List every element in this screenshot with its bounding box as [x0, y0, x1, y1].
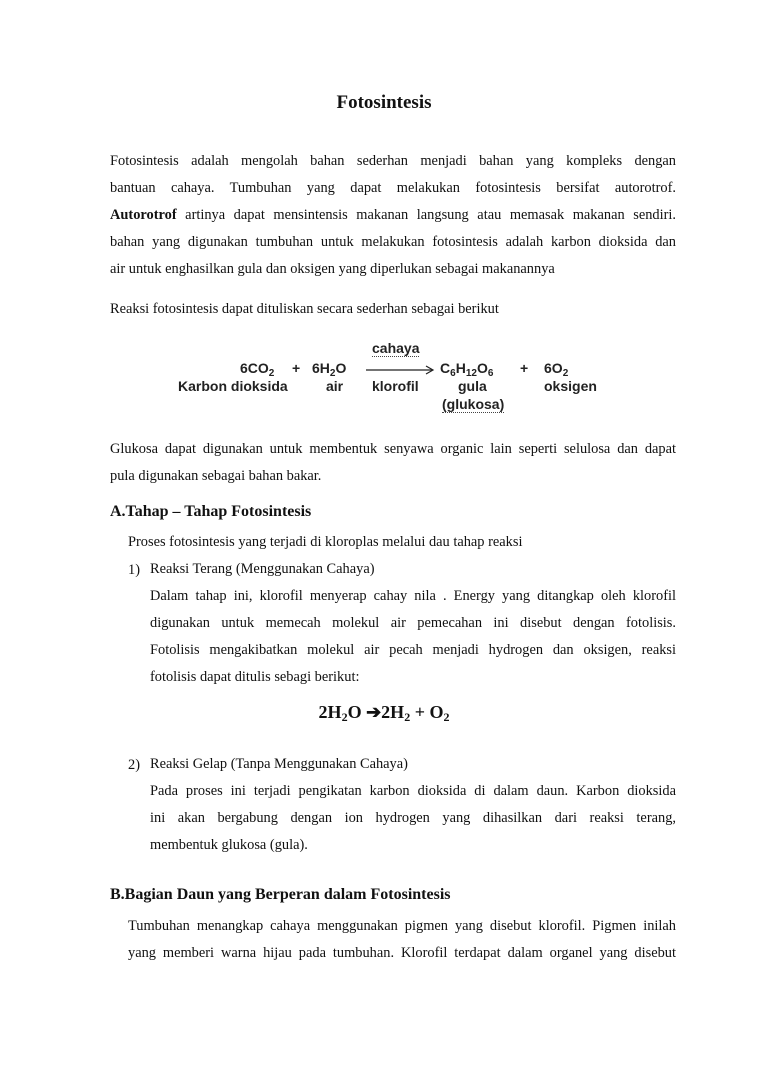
reactant-h2o: $6H_2O$	[312, 360, 347, 379]
photosynthesis-equation	[176, 338, 606, 416]
section-b-paragraph	[128, 913, 676, 967]
label-air: air	[326, 378, 344, 394]
section-b-line-1: Tumbuhan menangkap cahaya menggunakan pigmen yang disebut klorofil. Pigmen inilah	[128, 918, 676, 934]
item-2-number: 2)	[128, 757, 140, 773]
arrow-label-klorofil: klorofil	[372, 378, 419, 394]
label-gula: gula	[458, 378, 487, 394]
product-o2: $6O_2$	[544, 360, 569, 379]
section-a-intro: Proses fotosintesis yang terjadi di kloroplas melalui dau tahap reaksi	[128, 534, 523, 550]
label-oksigen: oksigen	[544, 378, 597, 394]
reaction-arrow	[366, 364, 438, 376]
plus-sign-1: +	[292, 360, 301, 376]
intro-line-4: bahan yang digunakan tumbuhan untuk melakukan fotosintesis adalah karbon dioksida dan	[110, 234, 676, 250]
glukosa-paragraph	[110, 436, 676, 490]
intro-line-2: bantuan cahaya. Tumbuhan yang dapat melakukan fotosintesis bersifat autorotrof.	[110, 180, 676, 196]
plus-sign-2: +	[520, 360, 529, 376]
item-1-line-3: Fotolisis mengakibatkan molekul air pecah menjadi hydrogen dan oksigen, reaksi	[150, 642, 676, 658]
label-glukosa: (glukosa)	[442, 396, 505, 412]
item-2-body	[150, 751, 676, 859]
intro-line-1: Fotosintesis adalah mengolah bahan sederhan menjadi bahan yang kompleks dengan	[110, 153, 676, 169]
section-a-heading: A.Tahap – Tahap Fotosintesis	[110, 503, 312, 520]
item-1-body	[150, 556, 676, 691]
item-1-line-4: fotolisis dapat ditulis sebagi berikut:	[150, 669, 360, 685]
item-1-number: 1)	[128, 562, 140, 578]
product-glucose: $C_6H_{12}O_6$	[440, 360, 494, 379]
item-2-line-3: membentuk glukosa (gula).	[150, 837, 308, 853]
item-2-title: Reaksi Gelap (Tanpa Menggunakan Cahaya)	[150, 756, 408, 772]
page-title: Fotosintesis	[336, 92, 432, 113]
autorotrof-term: Autorotrof	[110, 207, 177, 223]
glukosa-line-1: Glukosa dapat digunakan untuk membentuk senyawa organic lain seperti selulosa dan dapat	[110, 441, 676, 457]
section-b-line-2: yang memberi warna hijau pada tumbuhan. Klorofil terdapat dalam organel yang disebut	[128, 945, 676, 961]
fotolisis-formula: $2H_2O$ $➔2H_2 + O_2$	[318, 702, 450, 724]
item-2-line-1: Pada proses ini terjadi pengikatan karbon dioksida di dalam daun. Karbon dioksida	[150, 783, 676, 799]
section-b-heading: B.Bagian Daun yang Berperan dalam Fotosintesis	[110, 886, 451, 903]
intro-line-3-rest: artinya dapat mensintensis makanan langsung atau memasak makanan sendiri.	[176, 207, 676, 223]
item-1-title: Reaksi Terang (Menggunakan Cahaya)	[150, 561, 375, 577]
item-1-line-1: Dalam tahap ini, klorofil menyerap cahay nila . Energy yang ditangkap oleh klorofil	[150, 588, 676, 604]
item-2-line-2: ini akan bergabung dengan ion hydrogen yang dihasilkan dari reaksi terang,	[150, 810, 676, 826]
arrow-label-cahaya: cahaya	[372, 340, 420, 356]
glukosa-line-2: pula digunakan sebagai bahan bakar.	[110, 468, 322, 484]
label-karbon-dioksida: Karbon dioksida	[178, 378, 288, 394]
reactant-co2: $6CO_2$	[240, 360, 275, 379]
reaction-intro: Reaksi fotosintesis dapat dituliskan secara sederhan sebagai berikut	[110, 301, 499, 317]
intro-line-3	[110, 202, 676, 229]
item-1-line-2: digunakan untuk memecah molekul air pemecahan ini disebut dengan fotolisis.	[150, 615, 676, 631]
intro-paragraph	[110, 148, 676, 283]
formula-arrow-icon: ➔	[366, 702, 382, 722]
intro-line-5: air untuk enghasilkan gula dan oksigen yang diperlukan sebagai makanannya	[110, 261, 555, 277]
